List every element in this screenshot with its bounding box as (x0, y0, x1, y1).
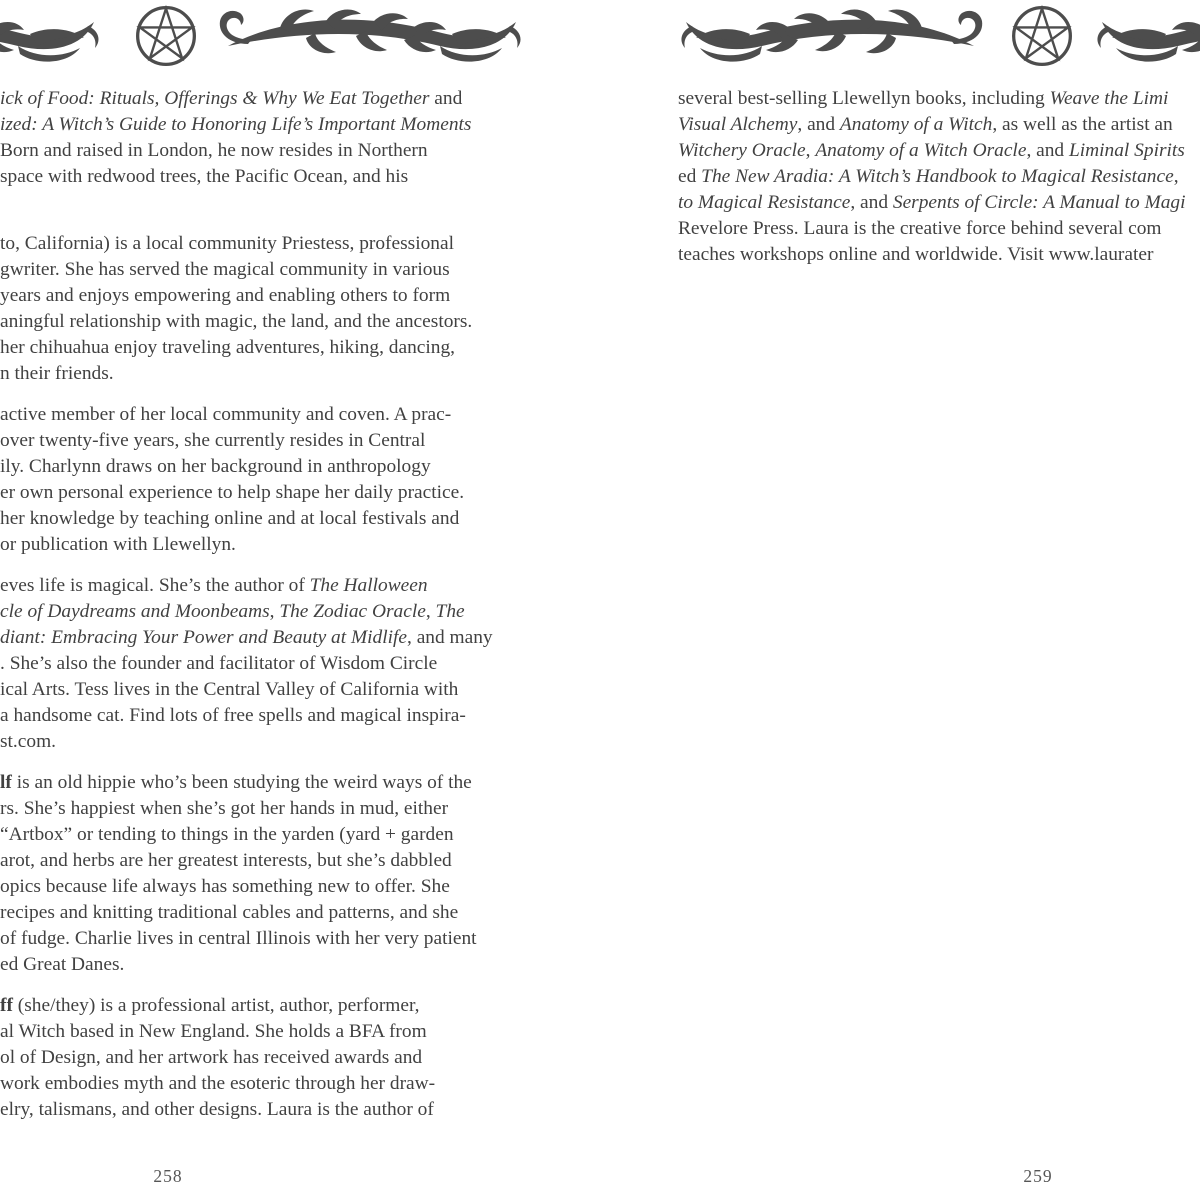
body-text: her chihuahua enjoy traveling adventures, hiking, dancing, (0, 337, 455, 358)
text-line (0, 848, 540, 874)
body-text: n their friends. (0, 363, 114, 384)
body-text: ol of Design, and her artwork has received awards and (0, 1047, 423, 1068)
left-page-number: 258 (153, 1166, 183, 1186)
text-line (0, 231, 540, 257)
right-page-text (678, 86, 1200, 283)
text-line (0, 900, 540, 926)
text-line (0, 532, 540, 558)
book-title-text: The Zodiac Oracle (279, 601, 426, 622)
text-line (0, 874, 540, 900)
text-line (678, 112, 1200, 138)
body-text: to, California) is a local community Priestess, professional (0, 233, 454, 254)
flourish-icon (214, 4, 526, 68)
flourish-icon (676, 4, 988, 68)
bio-paragraph (0, 402, 540, 558)
body-text: ily. Charlynn draws on her background in anthropology (0, 456, 431, 477)
body-text: gwriter. She has served the magical community in various (0, 259, 450, 280)
text-line (0, 770, 540, 796)
text-line (0, 625, 540, 651)
body-text: , and many (407, 627, 493, 648)
flourish-icon (1092, 4, 1200, 68)
bio-paragraph (0, 86, 540, 190)
book-title-text: to Magical Resistance (678, 192, 851, 213)
text-line (678, 216, 1200, 242)
body-text: “Artbox” or tending to things in the yarden (yard + garden (0, 824, 454, 845)
body-text: ff (0, 995, 13, 1016)
body-text: aningful relationship with magic, the land, and the ancestors. (0, 311, 473, 332)
book-title-text: Liminal Spirits (1068, 140, 1185, 161)
text-line (0, 599, 540, 625)
body-text: is an old hippie who’s been studying the weird ways of the (11, 772, 472, 793)
book-title-text: ick of Food: Rituals, Offerings & Why We Eat Together (0, 88, 430, 109)
body-text: er own personal experience to help shape her daily practice. (0, 482, 465, 503)
pentacle-icon (132, 4, 200, 68)
right-page-number: 259 (1023, 1166, 1053, 1186)
body-text: lf (0, 772, 12, 793)
text-line (0, 86, 540, 112)
text-line (0, 729, 540, 755)
bio-paragraph (0, 770, 540, 978)
text-line (0, 454, 540, 480)
text-line (0, 952, 540, 978)
body-text: (she/they) is a professional artist, author, performer, (12, 995, 420, 1016)
body-text: al Witch based in New England. She holds a BFA from (0, 1021, 427, 1042)
body-text: opics because life always has something new to offer. She (0, 876, 450, 897)
bio-paragraph (0, 573, 540, 755)
text-line (678, 190, 1200, 216)
text-line (0, 1097, 540, 1123)
body-text: Born and raised in London, he now resides in Northern (0, 140, 428, 161)
body-text: eves life is magical. She’s the author of (0, 575, 310, 596)
book-title-text: Anatomy of a Witch (839, 114, 993, 135)
text-line (0, 651, 540, 677)
text-line (0, 703, 540, 729)
text-line (0, 138, 540, 164)
body-text: work embodies myth and the esoteric through her draw- (0, 1073, 436, 1094)
body-text: ed (678, 166, 702, 187)
body-text: or publication with Llewellyn. (0, 534, 236, 555)
text-line (0, 926, 540, 952)
body-text: rs. She’s happiest when she’s got her hands in mud, either (0, 798, 449, 819)
body-text: , and (797, 114, 840, 135)
pentacle-icon (1008, 4, 1076, 68)
body-text: teaches workshops online and worldwide. Visit www.laurater (678, 244, 1154, 265)
left-page-text (0, 86, 540, 1138)
text-line (0, 1045, 540, 1071)
text-line (0, 796, 540, 822)
book-title-text: diant: Embracing Your Power and Beauty at Midlife (0, 627, 407, 648)
text-line (0, 283, 540, 309)
book-title-text: Visual Alchemy (678, 114, 798, 135)
text-line (678, 242, 1200, 268)
body-text: , and (1026, 140, 1069, 161)
body-text: several best-selling Llewellyn books, including (678, 88, 1050, 109)
text-line (0, 361, 540, 387)
body-text: arot, and herbs are her greatest interests, but she’s dabbled (0, 850, 452, 871)
body-text: recipes and knitting traditional cables and patterns, and she (0, 902, 459, 923)
body-text: her knowledge by teaching online and at local festivals and (0, 508, 460, 529)
text-line (0, 335, 540, 361)
body-text: years and enjoys empowering and enabling others to form (0, 285, 451, 306)
book-title-text: The Halloween (309, 575, 428, 596)
book-title-text: Witchery Oracle (678, 140, 806, 161)
bio-paragraph (0, 231, 540, 387)
body-text: . She’s also the founder and facilitator of Wisdom Circle (0, 653, 438, 674)
body-text: and (429, 88, 463, 109)
text-line (0, 1019, 540, 1045)
text-line (0, 428, 540, 454)
text-line (0, 480, 540, 506)
body-text: , (425, 601, 436, 622)
body-text: Revelore Press. Laura is the creative force behind several com (678, 218, 1162, 239)
text-line (0, 309, 540, 335)
body-text: , (1173, 166, 1179, 187)
body-text: of fudge. Charlie lives in central Illinois with her very patient (0, 928, 477, 949)
body-text: ical Arts. Tess lives in the Central Valley of California with (0, 679, 459, 700)
body-text: space with redwood trees, the Pacific Ocean, and his (0, 166, 409, 187)
body-text: , as well as the artist an (992, 114, 1173, 135)
flourish-icon (0, 4, 104, 68)
text-line (0, 993, 540, 1019)
book-title-text: Weave the Limi (1049, 88, 1169, 109)
text-line (0, 573, 540, 599)
book-title-text: ized: A Witch’s Guide to Honoring Life’s Important Moments (0, 114, 472, 135)
bio-paragraph (678, 86, 1200, 268)
text-line (0, 677, 540, 703)
text-line (0, 164, 540, 190)
bio-paragraph (0, 993, 540, 1123)
body-text: a handsome cat. Find lots of free spells and magical inspira- (0, 705, 466, 726)
body-text: st.com. (0, 731, 57, 752)
text-line (0, 402, 540, 428)
body-text: , (269, 601, 280, 622)
book-title-text: The (435, 601, 465, 622)
book-title-text: The New Aradia: A Witch’s Handbook to Magical Resistance (701, 166, 1174, 187)
book-title-text: Serpents of Circle: A Manual to Magi (892, 192, 1186, 213)
body-text: elry, talismans, and other designs. Laura is the author of (0, 1099, 434, 1120)
text-line (0, 822, 540, 848)
body-text: ed Great Danes. (0, 954, 125, 975)
body-text: , (805, 140, 816, 161)
book-title-text: cle of Daydreams and Moonbeams (0, 601, 270, 622)
text-line (0, 257, 540, 283)
body-text: , and (850, 192, 893, 213)
text-line (678, 138, 1200, 164)
body-text: over twenty-five years, she currently resides in Central (0, 430, 426, 451)
text-line (0, 112, 540, 138)
body-text: active member of her local community and coven. A prac- (0, 404, 452, 425)
text-line (678, 164, 1200, 190)
book-title-text: Anatomy of a Witch Oracle (815, 140, 1027, 161)
text-line (0, 1071, 540, 1097)
text-line (678, 86, 1200, 112)
text-line (0, 506, 540, 532)
